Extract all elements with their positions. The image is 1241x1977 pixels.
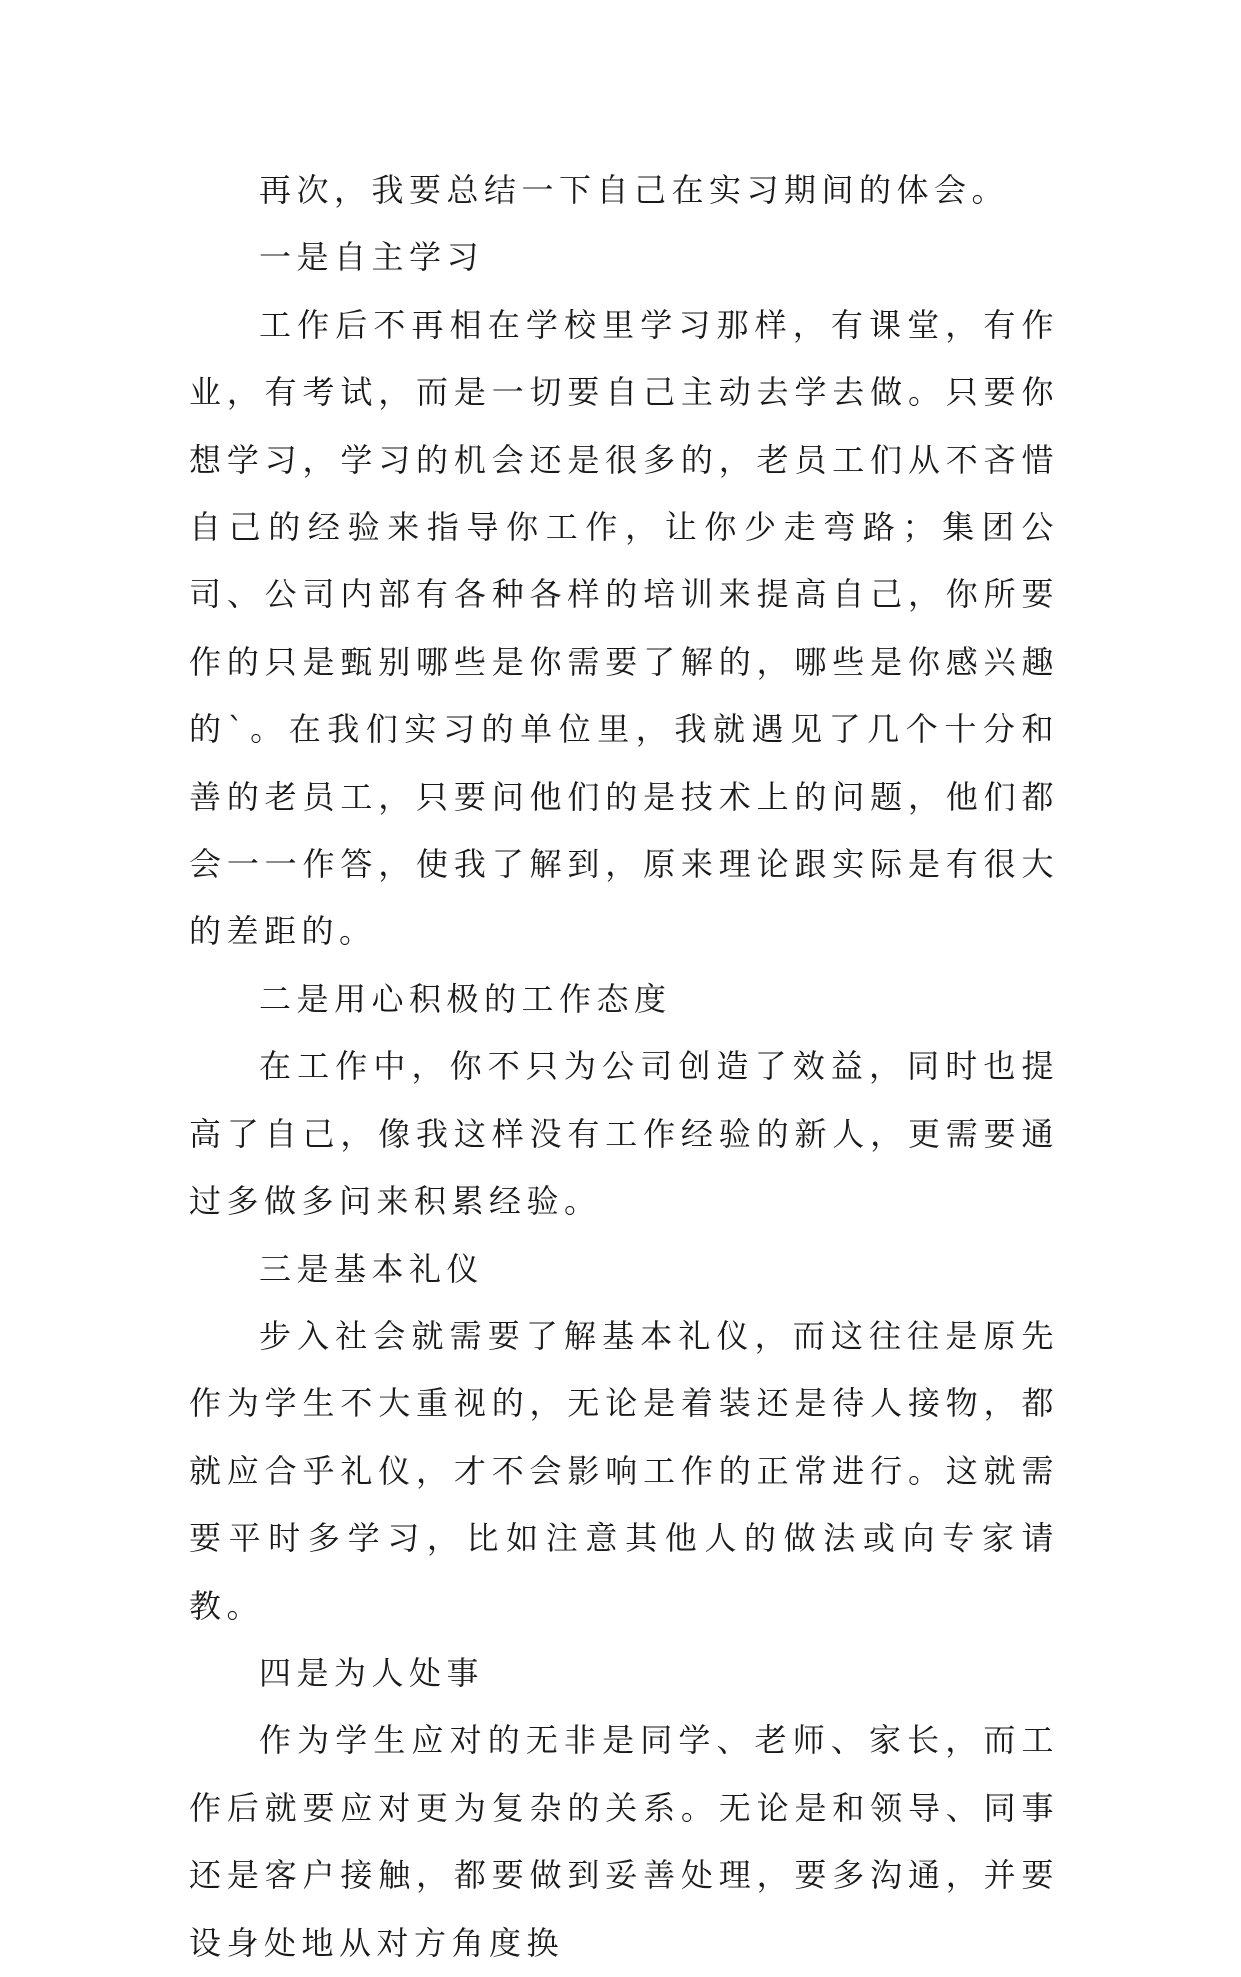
- paragraph-work-attitude: 在工作中，你不只为公司创造了效益，同时也提高了自己，像我这样没有工作经验的新人，更需要通过多做多问来积累经验。: [189, 1047, 1059, 1221]
- paragraph-self-study: 工作后不再相在学校里学习那样，有课堂，有作业，有考试，而是一切要自己主动去学去做。只要你想学习，学习的机会还是很多的，老员工们从不吝惜自己的经验来指导你工作，让你少走弯路；集团公司、公司内部有各种各样的培训来提高自己，你所要作的只是甄别哪些是你需要了解的，哪些是你感兴趣的`。在我们实习的单位里，我就遇见了几个十分和善的老员工，只要问他们的是技术上的问题，他们都会一一作答，使我了解到，原来理论跟实际是有很大的差距的。: [189, 305, 1059, 951]
- heading-interpersonal: 四是为人处事: [259, 1653, 485, 1692]
- paragraph-etiquette: 步入社会就需要了解基本礼仪，而这往往是原先作为学生不大重视的，无论是着装还是待人接物，都就应合乎礼仪，才不会影响工作的正常进行。这就需要平时多学习，比如注意其他人的做法或向专家请教。: [189, 1316, 1059, 1625]
- paragraph-intro: 再次，我要总结一下自己在实习期间的体会。: [259, 171, 1010, 209]
- paragraph-interpersonal: 作为学生应对的无非是同学、老师、家长，而工作后就要应对更为复杂的关系。无论是和领导、同事还是客户接触，都要做到妥善处理，要多沟通，并要设身处地从对方角度换: [189, 1721, 1059, 1962]
- heading-self-study: 一是自主学习: [259, 238, 485, 277]
- heading-etiquette: 三是基本礼仪: [259, 1249, 485, 1288]
- heading-work-attitude: 二是用心积极的工作态度: [259, 979, 672, 1018]
- document-body: [189, 157, 1059, 1977]
